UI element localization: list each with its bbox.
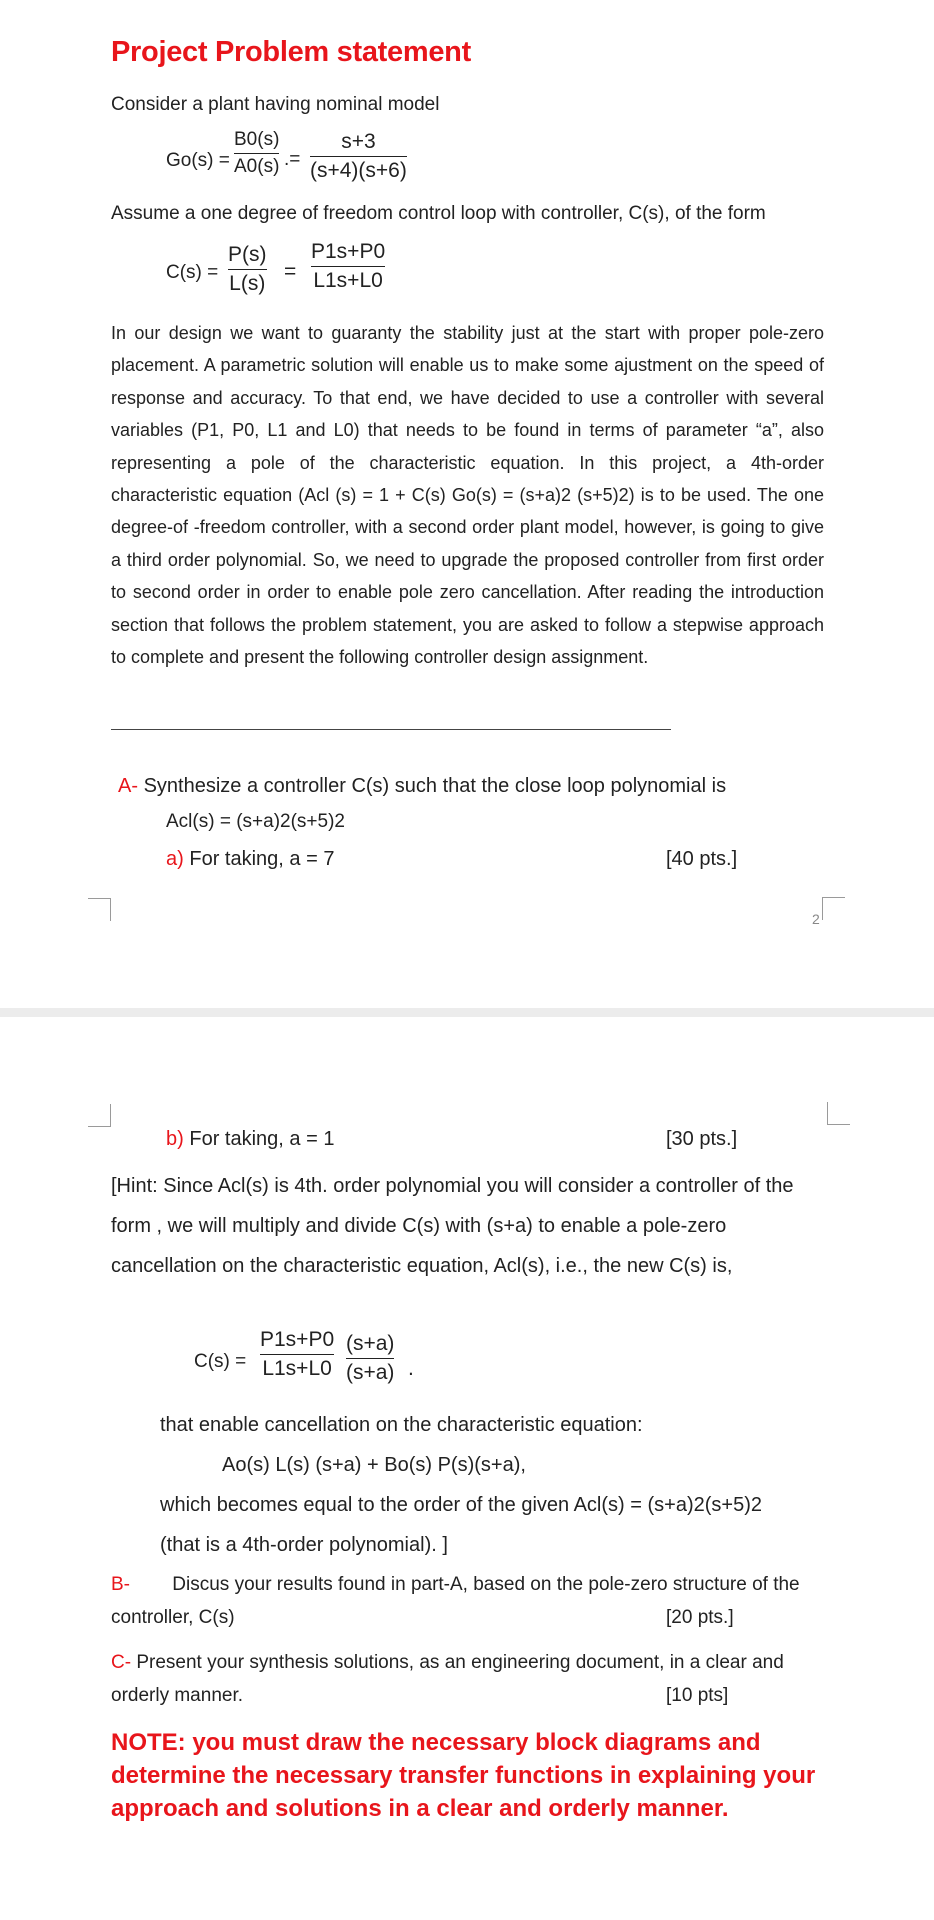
controller-num1: P(s) [228,243,267,266]
controller-eq: = [284,260,297,283]
plant-lhs: Go(s) = [166,150,230,171]
part-b-sub-text: For taking, a = 1 [189,1128,335,1150]
page-corner-mark [822,897,845,920]
new-controller-num2: (s+a) [346,1332,395,1355]
part-a-label: A- [118,775,138,797]
becomes-text: which becomes equal to the order of the given Acl(s) = (s+a)2(s+5)2 [160,1494,762,1516]
plant-fraction-1 [234,129,279,178]
fourth-order-text: (that is a 4th-order polynomial). ] [160,1534,448,1556]
part-a-a-pts: [40 pts.] [666,848,738,870]
page-number: 2 [812,911,820,927]
intro-text: Consider a plant having nominal model [111,94,440,115]
page-corner-mark [88,898,111,921]
char-equation: Ao(s) L(s) (s+a) + Bo(s) P(s)(s+a), [222,1454,526,1476]
part-b-text: Discus your results found in part-A, based on the pole-zero structure of the [172,1574,800,1595]
part-b-line [111,1574,800,1596]
new-controller-tail: . [408,1357,414,1380]
new-controller-den2: (s+a) [346,1361,395,1384]
new-controller-num1: P1s+P0 [260,1328,335,1351]
controller-den2: L1s+L0 [313,269,383,292]
page-gap [0,1008,934,1017]
part-c-label: C- [111,1652,132,1673]
part-b-label: B- [111,1574,130,1595]
plant-eq: .= [284,149,301,170]
part-b-sub-pts: [30 pts.] [666,1128,738,1150]
part-a-a-text: For taking, a = 7 [189,848,335,870]
part-b-text2: controller, C(s) [111,1607,235,1628]
page-title: Project Problem statement [111,36,471,68]
part-a-text: Synthesize a controller C(s) such that the close loop polynomial is [143,775,727,797]
part-a-a-label: a) [166,848,184,870]
page-corner-mark [88,1104,111,1127]
new-controller-fraction-1 [260,1328,334,1381]
new-controller-fraction-2 [346,1332,394,1385]
new-controller-den1: L1s+L0 [262,1357,332,1380]
part-b-sub-label: b) [166,1128,184,1150]
controller-den1: L(s) [229,272,266,295]
new-controller-lhs: C(s) = [194,1351,247,1372]
part-c-pts: [10 pts] [666,1685,729,1706]
part-b-sub-line [166,1128,334,1151]
note-text: NOTE: you must draw the necessary block diagrams and determine the necessary transfer functions in explaining your approach and solutions in a clear and orderly manner. [111,1729,816,1822]
plant-num1: B0(s) [234,129,280,150]
controller-num2: P1s+P0 [311,240,386,263]
page-corner-mark [827,1102,850,1125]
part-c-text: Present your synthesis solutions, as an engineering document, in a clear and [136,1652,784,1673]
controller-lhs: C(s) = [166,262,219,283]
plant-den1: A0(s) [234,156,280,177]
divider [111,729,671,730]
part-c-text2: orderly manner. [111,1685,244,1706]
hint-text: [Hint: Since Acl(s) is 4th. order polynomial you will consider a controller of the form , we will multiply and divide C(s) with (s+a) to enable a pole-zero cancellation on the characteristic equation, Acl(s), i.e., the new C(s) is, [111,1175,794,1277]
controller-fraction-1 [228,243,267,296]
plant-den2: (s+4)(s+6) [310,159,407,182]
part-c-line [111,1652,784,1674]
problem-paragraph: In our design we want to guaranty the stability just at the start with proper pole-zero placement. A parametric solution will enable us to make some ajustment on the speed of response and accuracy. To that end, we have decided to use a controller with several variables (P1, P0, L1 and L0) that needs to be found in terms of parameter “a”, also representing a pole of the characteristic equation. In this project, a 4th-order characteristic equation (Acl (s) = 1 + C(s) Go(s) = (s+a)2 (s+5)2) is to be used. The one degree-of -freedom controller, with a second order plant model, however, is going to give a third order polynomial. So, we need to upgrade the proposed controller from first order to second order in order to enable pole zero cancellation. After reading the introduction section that follows the problem statement, you are asked to follow a stepwise approach to complete and present the following controller design assignment. [111,323,824,668]
plant-num2: s+3 [341,130,376,153]
plant-fraction-2 [310,130,407,183]
part-a-line [118,775,726,798]
assume-text: Assume a one degree of freedom control loop with controller, C(s), of the form [111,203,766,224]
cancel-text: that enable cancellation on the characteristic equation: [160,1414,643,1436]
controller-fraction-2 [311,240,385,293]
part-a-poly: Acl(s) = (s+a)2(s+5)2 [166,811,345,832]
part-a-a-line [166,848,334,871]
part-b-pts: [20 pts.] [666,1607,734,1628]
